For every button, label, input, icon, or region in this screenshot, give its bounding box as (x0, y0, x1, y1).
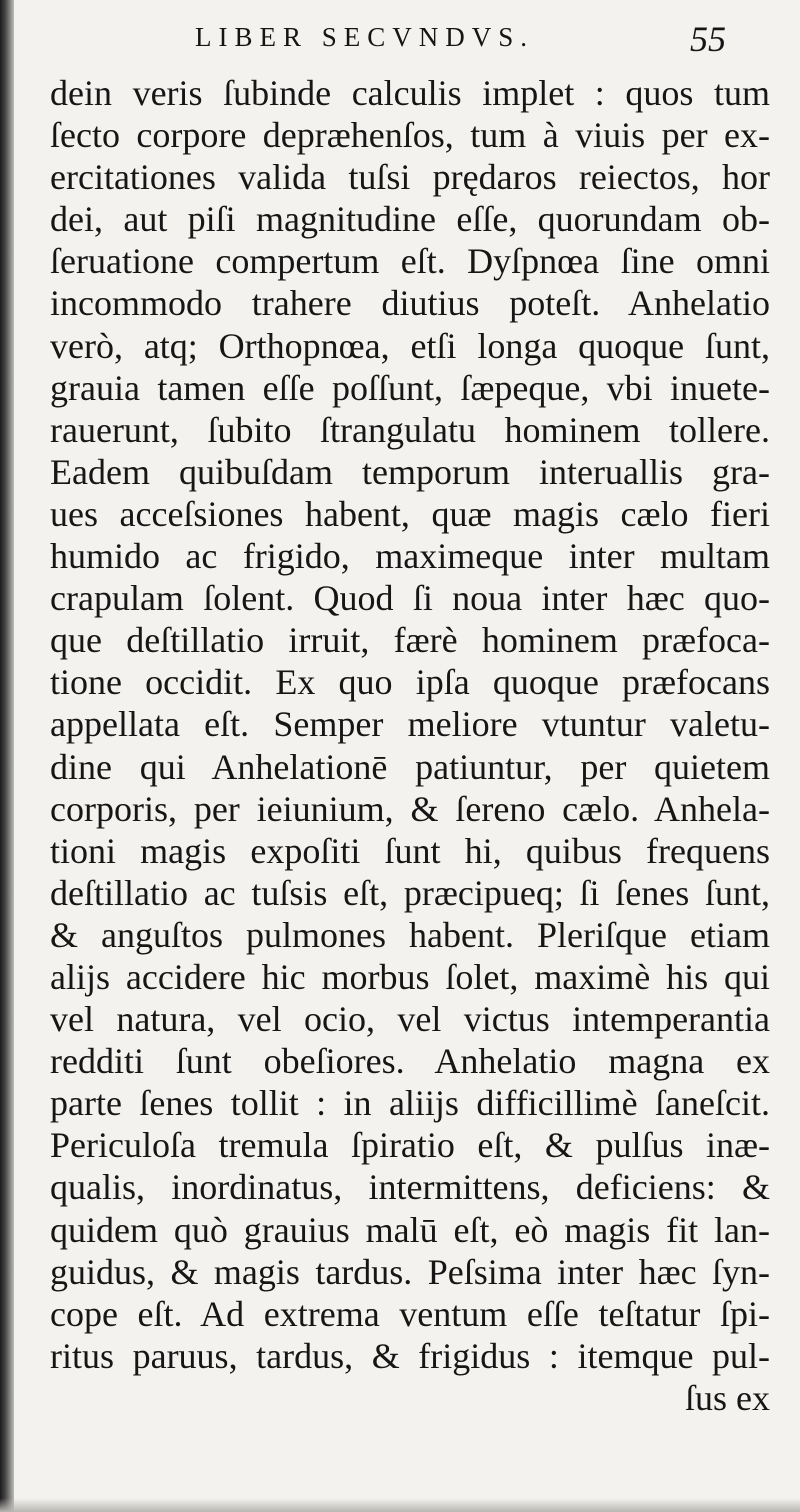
text-line: Eadem quibuſdam temporum interuallis gra- (50, 451, 770, 492)
text-line: dei, aut piſi magnitudine eſſe, quorundam ob- (50, 199, 770, 240)
text-line: ercitationes valida tuſsi prędaros reiectos, hor (50, 157, 770, 198)
text-line: ues acceſsiones habent, quæ magis cælo fieri (50, 493, 770, 534)
running-head: LIBER SECVNDVS. (195, 22, 535, 52)
text-line: deſtillatio ac tuſsis eſt, præcipueq; ſi ſenes ſunt, (50, 872, 770, 913)
text-line: guidus, & magis tardus. Peſsima inter hæc ſyn- (50, 1251, 770, 1292)
text-line: rauerunt, ſubito ſtrangulatu hominem tollere. (50, 409, 770, 450)
text-line: quidem quò grauius malū eſt, eò magis fit lan- (50, 1209, 770, 1250)
text-line: dine qui Anhelationē patiuntur, per quietem (50, 746, 770, 787)
text-line: dein veris ſubinde calculis implet : quos tum (50, 73, 770, 113)
text-line: humido ac frigido, maximeque inter multam (50, 536, 770, 577)
text-line: & anguſtos pulmones habent. Pleriſque etiam (50, 914, 770, 955)
body-text (50, 72, 770, 1419)
text-line: appellata eſt. Semper meliore vtuntur valetu- (50, 704, 770, 745)
text-line: grauia tamen eſſe poſſunt, ſæpeque, vbi inuete- (50, 367, 770, 408)
text-line: vel natura, vel ocio, vel victus intemperantia (50, 999, 770, 1040)
text-line: ſecto corpore depræhenſos, tum à viuis per ex- (50, 115, 770, 156)
text-line: cope eſt. Ad extrema ventum eſſe teſtatur ſpi- (50, 1293, 770, 1334)
text-line: qualis, inordinatus, intermittens, deficiens: & (50, 1167, 770, 1208)
text-line: verò, atq; Orthopnœa, etſi longa quoque ſunt, (50, 325, 770, 366)
text-line: ritus paruus, tardus, & frigidus : itemque pul- (50, 1335, 770, 1376)
text-line: ſeruatione compertum eſt. Dyſpnœa ſine omni (50, 241, 770, 282)
page-bottom-shadow (0, 1498, 800, 1512)
page-number: 55 (690, 19, 726, 59)
text-line: que deſtillatio irruit, færè hominem præfoca- (50, 620, 770, 661)
text-line: crapulam ſolent. Quod ſi noua inter hæc quo- (50, 578, 770, 619)
text-line: tione occidit. Ex quo ipſa quoque præfocans (50, 662, 770, 703)
page-gutter-shadow (0, 0, 14, 1512)
text-line: alijs accidere hic morbus ſolet, maximè his qui (50, 956, 770, 997)
page-header (0, 18, 800, 62)
text-line: redditi ſunt obeſiores. Anhelatio magna ex (50, 1041, 770, 1082)
text-line: Periculoſa tremula ſpiratio eſt, & pulſus inæ- (50, 1125, 770, 1166)
text-line: incommodo trahere diutius poteſt. Anhelatio (50, 283, 770, 324)
text-line: parte ſenes tollit : in aliijs difficillimè ſaneſcit. (50, 1083, 770, 1124)
catchword: ſus ex (685, 1377, 770, 1418)
text-line: corporis, per ieiunium, & ſereno cælo. Anhela- (50, 788, 770, 829)
text-line: tioni magis expoſiti ſunt hi, quibus frequens (50, 830, 770, 871)
